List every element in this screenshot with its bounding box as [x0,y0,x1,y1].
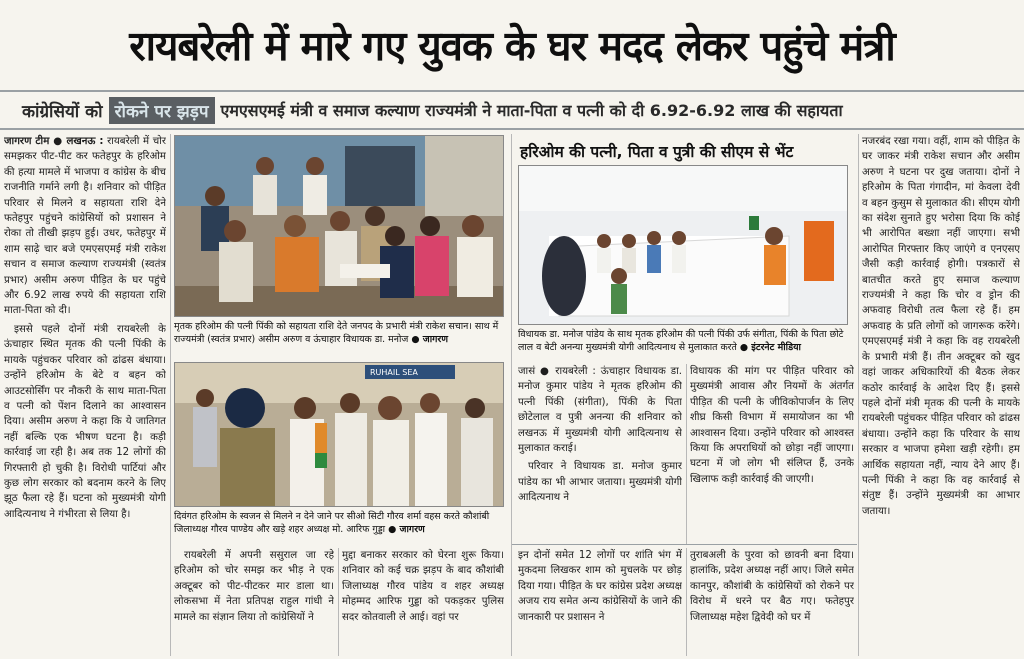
subhead-deck: एमएसएमई मंत्री व समाज कल्याण राज्यमंत्री ने माता-पिता व पत्नी को दी 6.92-6.92 लाख की सहायता [220,101,843,120]
body-paragraph: मुद्दा बनाकर सरकार को घेरना शुरू किया। शनिवार को कई चक्र झड़प के बाद कौशांबी जिलाध्यक्ष गौरव पांडेय व शहर अध्यक्ष मोहम्मद आरिफ गुड्डा को पकड़कर पुलिस सदर कोतवाली ले आई। वहां पर [342,550,504,623]
subhead-kicker: कांग्रेसियों को [22,101,103,122]
caption-text: विधायक डा. मनोज पांडेय के साथ मृतक हरिओम की पत्नी पिंकी उर्फ संगीता, पिंकी के पिता छोटे लाल व बेटी अनन्या मुख्यमंत्री योगी आदित्यनाथ से मुलाकात करते [518,329,844,353]
caption-credit: ● जागरण [411,334,449,345]
article-column-5 [690,548,854,656]
body-paragraph: जासं ● रायबरेली : ऊंचाहार विधायक डा. मनोज कुमार पांडेय ने मृतक हरिओम की पत्नी पिंकी (संगीता), पिंकी के पिता छोटेलाल व पुत्री अनन्या की शनिवार को लखनऊ में मुख्यमंत्री योगी आदित्यनाथ से मुलाकात कराई। [518,366,682,455]
photo-police-scuffle [174,362,504,507]
column-divider [686,548,687,656]
photo-ministers-with-family [174,135,504,317]
caption-text: दिवंगत हरिओम के स्वजन से मिलने न देने जाने पर सीओ सिटी गौरव शर्मा वहस करते कौशांबी जिलाध्यक्ष गौरव पाण्डेय और खड़े शहर अध्यक्ष मो. आरिफ गुड्डा [174,511,490,535]
body-paragraph: परिवार ने विधायक डा. मनोज कुमार पांडेय का भी आभार जताया। मुख्यमंत्री योगी आदित्यनाथ ने [518,461,682,504]
body-paragraph: विधायक की मांग पर पीड़ित परिवार को मुख्यमंत्री आवास और नियमों के अंतर्गत पीड़ित की पत्नी के जीविकोपार्जन के लिए शीघ्र किसी विभाग में समायोजन का भी आश्वासन दिया। उन्होंने परिवार को आश्वस्त किया कि अपराधियों को छोड़ा नहीं जाएगा। घटना में जो लोग भी संलिप्त हैं, उनके खिलाफ कड़ी कार्रवाई की जाएगी। [690,366,854,485]
section2-column-a [518,364,682,544]
photo-cm-meeting [518,165,848,325]
column-divider [338,548,339,656]
section-heading: हरिओम की पत्नी, पिता व पुत्री की सीएम से भेंट [520,143,794,161]
article-column-4 [518,548,682,656]
photo-ministers-with-family-illustration [175,136,504,317]
photo-caption [518,328,853,358]
caption-credit: ● इंटरनेट मीडिया [739,342,801,353]
column-divider [858,134,859,656]
body-paragraph: नजरबंद रखा गया। वहीं, शाम को पीड़ित के घर जाकर मंत्री राकेश सचान और असीम अरुण ने घटना पर दुख जताया। दोनों ने हरिओम के पिता गंगादीन, मां केवला देवी व बहन कुसुम से मुलाकात की। सीएम योगी का संदेश सुनाते हुए भरोसा दिया कि कोई भी आरोपित बख्शा नहीं जाएगा। सभी आरोपित गिरफ्तार किए जाएंगे व एनएसए जैसी कड़ी कार्रवाई होगी। पत्रकारों से बातचीत करते हुए समाज कल्याण राज्यमंत्री ने कहा कि चोर व ड्रोन की अफवाह विरोधी तत्व फैला रहे हैं। हम अफवाह के प्रति लोगों को जागरूक करेंगे। एमएसएमई मंत्री ने कहा कि वह रायबरेली के प्रभारी मंत्री हैं। तीन अक्टूबर को खुद वहां जाकर अधिकारियों की बैठक लेकर कठोर कार्रवाई के आदेश दिए हैं। इससे पहले दोनों मंत्री मृतक की पत्नी के मायके रायबरेली पहुंचकर पीड़ित परिवार को ढांढस बंधाया। उन्होंने कहा कि परिवार के साथ सरकार व भाजपा हमेशा खड़ी रहेगी। हम आर्थिक सहायता नहीं, न्याय देने आए हैं। पत्नी पिंकी ने कहा कि वह कार्रवाई से संतुष्ट हैं। उन्होंने मुख्यमंत्री का आभार जताया। [862,136,1020,517]
column-divider [686,364,687,544]
photo-caption [174,510,504,540]
photo-police-scuffle-illustration [175,363,504,507]
headline-rule [0,90,1024,92]
body-paragraph: इन दोनों समेत 12 लोगों पर शांति भंग में मुकदमा लिखकर शाम को मुचलके पर छोड़ दिया गया। पीड़ित के घर कांग्रेस प्रदेश अध्यक्ष अजय राय समेत अन्य कांग्रेसियों के जाने की जानकारी पर प्रशासन ने [518,550,682,623]
subhead-tag: रोकने पर झड़प [109,97,215,124]
article-column-3 [342,548,504,656]
caption-text: मृतक हरिओम की पत्नी पिंकी को सहायता राशि देते जनपद के प्रभारी मंत्री राकेश सचान। साथ में राज्यमंत्री (स्वतंत्र प्रभार) असीम अरुण व ऊंचाहार विधायक डा. मनोज [174,321,499,345]
body-paragraph: तुराबअली के पुरवा को छावनी बना दिया। हालांकि, प्रदेश अध्यक्ष नहीं आए। जिले समेत कानपुर, कौशांबी के कांग्रेसियों को रोकने पर विरोध में धरने पर बैठ गए। फतेहपुर जिलाध्यक्ष महेश द्विवेदी को घर में [690,550,854,623]
subhead-rule [0,128,1024,130]
photo-caption [174,320,504,350]
subheadline [0,93,1024,127]
article-column-6 [862,134,1020,656]
article-column-2 [174,548,334,656]
body-paragraph: रायबरेली में अपनी ससुराल जा रहे हरिओम को चोर समझ कर भीड़ ने एक अक्टूबर को पीट-पीटकर मार डाला था। लोकसभा में नेता प्रतिपक्ष राहुल गांधी ने मामले का संज्ञान लिया तो कांग्रेसियों ने [174,550,334,623]
column-divider [170,134,171,656]
article-column-1 [4,134,166,656]
headline: रायबरेली में मारे गए युवक के घर मदद लेकर पहुंचे मंत्री [129,22,895,70]
section2-column-b [690,364,854,544]
body-paragraph: इससे पहले दोनों मंत्री रायबरेली के ऊंचाहार स्थित मृतक की पत्नी पिंकी के मायके पहुंचकर परिवार को ढांढस बंधाया। उन्होंने हरिओम के बेटे व बहन को आउटसोर्सिंग पर नौकरी के साथ माता-पिता व पत्नी को पेंशन दिलाने का आश्वासन दिया। असीम अरुण ने कहा कि ये जातिगत नहीं बल्कि एक भीषण घटना है। कड़ी कार्रवाई जा रही है। अब तक 12 लोगों की गिरफ्तारी हो चुकी है। विरोधी पार्टियां और कुछ लोग सरकार को बदनाम करने के लिए झूठ फैला रहे हैं। घटना को मुख्यमंत्री योगी आदित्यनाथ ने गंभीरता से लिया है। [4,323,166,520]
section-rule [512,544,857,545]
photo-shop-sign: RUHAIL SEA [370,368,418,377]
caption-credit: ● जागरण [388,524,425,535]
body-paragraph: रायबरेली में चोर समझकर पीट-पीट कर फतेहपुर के हरिओम की हत्या मामले में भाजपा व कांग्रेस के बीच राजनीति गर्माने लगी है। शनिवार को पीड़ित परिवार से मिलने व सहायता राशि देने फतेहपुर पहुंचने कांग्रेसियों को प्रशासन ने रोका तो तीखी झड़प हुई। उधर, फतेहपुर में शाम साढ़े चार बजे एमएसएमई मंत्री राकेश सचान व समाज कल्याण राज्यमंत्री (स्वतंत्र प्रभार) असीम अरुण पीड़ित के घर पहुंचे और 6.92 लाख रुपये की सहायता राशि माता-पिता को दी। [4,136,166,317]
column-divider [511,134,512,656]
dateline: जागरण टीम ● लखनऊ : [4,136,104,147]
photo-cm-meeting-illustration [519,166,848,325]
